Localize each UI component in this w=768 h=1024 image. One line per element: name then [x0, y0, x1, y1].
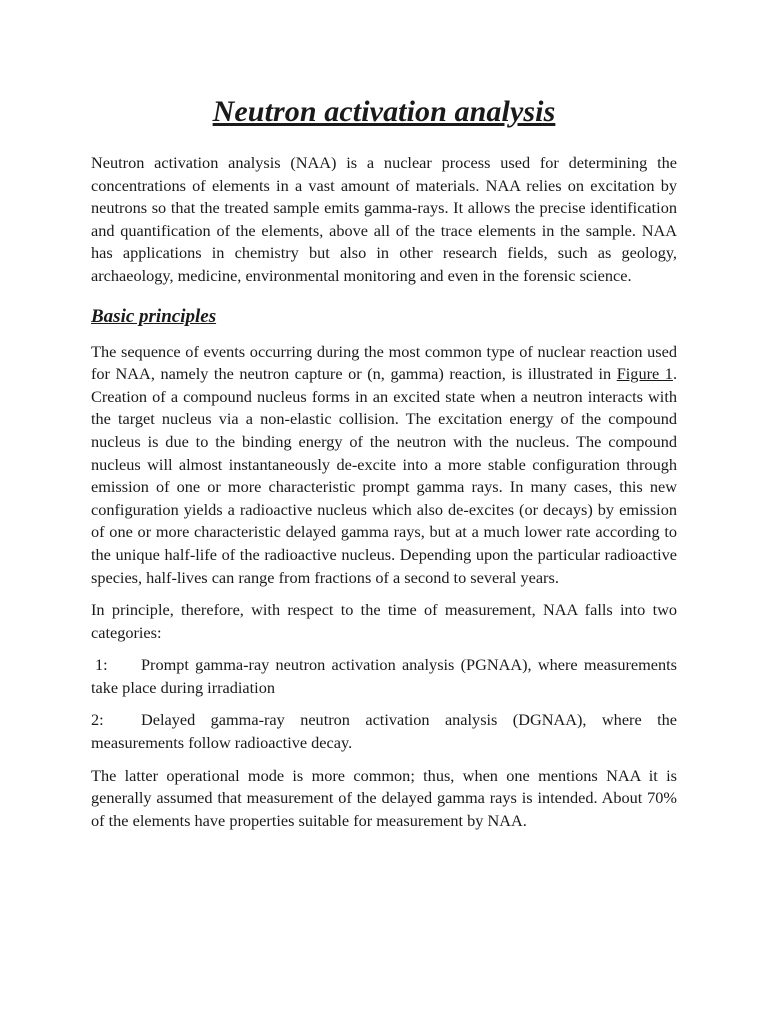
intro-paragraph: Neutron activation analysis (NAA) is a nuclear process used for determining the concentrations of elements in a vast amount of materials. NAA relies on excitation by neutrons so that the treated sample emits gamma-rays. It allows the precise identification and quantification of the elements, above all of the trace elements in the sample. NAA has applications in chemistry but also in other research fields, such as geology, archaeology, medicine, environmental monitoring and even in the forensic science. [91, 153, 677, 285]
principles-paragraph [91, 341, 677, 590]
category-item-1 [91, 654, 677, 699]
category-item-2 [91, 709, 677, 754]
section-heading: Basic principles [91, 305, 217, 327]
category-number: 2: [91, 710, 104, 730]
category-text: Delayed gamma-ray neutron activation analysis (DGNAA), where the measurements follow radioactive decay. [91, 710, 677, 753]
principles-text-end: . Creation of a compound nucleus forms in an excited state when a neutron interacts with the target nucleus via a non-elastic collision. The excitation energy of the compound nucleus is due to the binding energy of the neutron with the nucleus. The compound nucleus will almost instantaneously de-excite into a more stable configuration through emission of one or more characteristic prompt gamma rays. In many cases, this new configuration yields a radioactive nucleus which also de-excites (or decays) by emission of one or more characteristic delayed gamma rays, but at a much lower rate according to the unique half-life of the radioactive nucleus. Depending upon the particular radioactive species, half-lives can range from fractions of a second to several years. [91, 364, 678, 587]
principles-text-start: The sequence of events occurring during the most common type of nuclear reaction used for NAA, namely the neutron capture or (n, gamma) reaction, is illustrated in [91, 341, 677, 384]
closing-paragraph: The latter operational mode is more common; thus, when one mentions NAA it is generally assumed that measurement of the delayed gamma rays is intended. About 70% of the elements have properties suitable for measurement by NAA. [91, 765, 677, 830]
figure-1-link[interactable]: Figure 1 [616, 364, 673, 384]
document-page [91, 94, 677, 832]
page-title: Neutron activation analysis [212, 95, 556, 128]
categories-intro-paragraph: In principle, therefore, with respect to the time of measurement, NAA falls into two categories: [91, 600, 677, 642]
category-text: Prompt gamma-ray neutron activation analysis (PGNAA), where measurements take place during irradiation [91, 655, 677, 697]
category-number: 1: [95, 655, 108, 675]
